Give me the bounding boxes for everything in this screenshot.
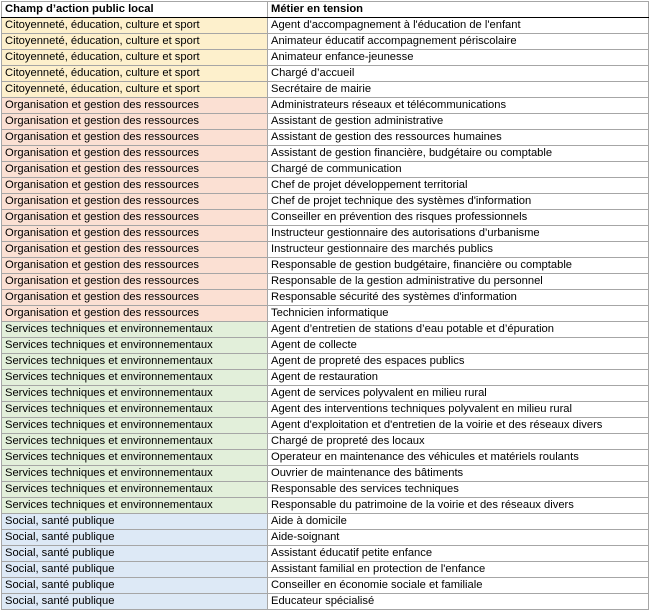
cell-champ[interactable]: Citoyenneté, éducation, culture et sport xyxy=(2,18,268,34)
cell-champ[interactable]: Citoyenneté, éducation, culture et sport xyxy=(2,66,268,82)
header-row xyxy=(2,2,649,18)
table-row xyxy=(2,338,649,354)
cell-metier[interactable]: Technicien informatique xyxy=(268,306,649,322)
cell-champ[interactable]: Organisation et gestion des ressources xyxy=(2,290,268,306)
table-row xyxy=(2,194,649,210)
table-row xyxy=(2,66,649,82)
cell-metier[interactable]: Chef de projet développement territorial xyxy=(268,178,649,194)
cell-champ[interactable]: Services techniques et environnementaux xyxy=(2,386,268,402)
cell-metier[interactable]: Aide-soignant xyxy=(268,530,649,546)
cell-metier[interactable]: Agent de collecte xyxy=(268,338,649,354)
table-row xyxy=(2,34,649,50)
cell-champ[interactable]: Services techniques et environnementaux xyxy=(2,402,268,418)
cell-champ[interactable]: Services techniques et environnementaux xyxy=(2,450,268,466)
cell-metier[interactable]: Operateur en maintenance des véhicules et matériels roulants xyxy=(268,450,649,466)
table-row xyxy=(2,530,649,546)
cell-metier[interactable]: Responsable des services techniques xyxy=(268,482,649,498)
table-row xyxy=(2,306,649,322)
table-row xyxy=(2,114,649,130)
cell-champ[interactable]: Services techniques et environnementaux xyxy=(2,498,268,514)
table-row xyxy=(2,562,649,578)
table-row xyxy=(2,466,649,482)
table-row xyxy=(2,130,649,146)
cell-champ[interactable]: Social, santé publique xyxy=(2,562,268,578)
cell-champ[interactable]: Social, santé publique xyxy=(2,514,268,530)
table-row xyxy=(2,402,649,418)
table-row xyxy=(2,594,649,610)
table-row xyxy=(2,578,649,594)
table-row xyxy=(2,322,649,338)
cell-champ[interactable]: Organisation et gestion des ressources xyxy=(2,98,268,114)
cell-metier[interactable]: Responsable du patrimoine de la voirie et des réseaux divers xyxy=(268,498,649,514)
cell-champ[interactable]: Social, santé publique xyxy=(2,578,268,594)
cell-champ[interactable]: Services techniques et environnementaux xyxy=(2,338,268,354)
cell-metier[interactable]: Assistant de gestion financière, budgétaire ou comptable xyxy=(268,146,649,162)
table-row xyxy=(2,242,649,258)
cell-champ[interactable]: Social, santé publique xyxy=(2,546,268,562)
table-row xyxy=(2,418,649,434)
table-row xyxy=(2,354,649,370)
cell-champ[interactable]: Organisation et gestion des ressources xyxy=(2,178,268,194)
cell-champ[interactable]: Services techniques et environnementaux xyxy=(2,466,268,482)
cell-metier[interactable]: Ouvrier de maintenance des bâtiments xyxy=(268,466,649,482)
cell-metier[interactable]: Instructeur gestionnaire des autorisations d’urbanisme xyxy=(268,226,649,242)
table-row xyxy=(2,162,649,178)
cell-metier[interactable]: Responsable de la gestion administrative du personnel xyxy=(268,274,649,290)
cell-metier[interactable]: Chef de projet technique des systèmes d'information xyxy=(268,194,649,210)
table-row xyxy=(2,450,649,466)
cell-metier[interactable]: Administrateurs réseaux et télécommunications xyxy=(268,98,649,114)
table-row xyxy=(2,370,649,386)
cell-metier[interactable]: Agent de propreté des espaces publics xyxy=(268,354,649,370)
table-row xyxy=(2,482,649,498)
cell-champ[interactable]: Organisation et gestion des ressources xyxy=(2,194,268,210)
table-row xyxy=(2,98,649,114)
table-row xyxy=(2,274,649,290)
cell-metier[interactable]: Animateur enfance-jeunesse xyxy=(268,50,649,66)
cell-champ[interactable]: Organisation et gestion des ressources xyxy=(2,242,268,258)
cell-metier[interactable]: Educateur spécialisé xyxy=(268,594,649,610)
header-metier[interactable]: Métier en tension xyxy=(268,2,649,18)
header-champ[interactable]: Champ d’action public local xyxy=(2,2,268,18)
table-row xyxy=(2,210,649,226)
table-row xyxy=(2,514,649,530)
cell-champ[interactable]: Services techniques et environnementaux xyxy=(2,322,268,338)
metiers-table xyxy=(1,1,649,610)
cell-metier[interactable]: Animateur éducatif accompagnement périscolaire xyxy=(268,34,649,50)
table-row xyxy=(2,498,649,514)
table-row xyxy=(2,82,649,98)
table-row xyxy=(2,386,649,402)
cell-metier[interactable]: Assistant familial en protection de l'enfance xyxy=(268,562,649,578)
table-row xyxy=(2,290,649,306)
cell-champ[interactable]: Organisation et gestion des ressources xyxy=(2,274,268,290)
cell-metier[interactable]: Agent de restauration xyxy=(268,370,649,386)
cell-metier[interactable]: Secrétaire de mairie xyxy=(268,82,649,98)
table-row xyxy=(2,178,649,194)
cell-champ[interactable]: Services techniques et environnementaux xyxy=(2,434,268,450)
cell-metier[interactable]: Agent d'accompagnement à l'éducation de l'enfant xyxy=(268,18,649,34)
table-row xyxy=(2,434,649,450)
cell-metier[interactable]: Chargé de propreté des locaux xyxy=(268,434,649,450)
cell-champ[interactable]: Citoyenneté, éducation, culture et sport xyxy=(2,82,268,98)
cell-champ[interactable]: Social, santé publique xyxy=(2,530,268,546)
cell-champ[interactable]: Organisation et gestion des ressources xyxy=(2,306,268,322)
cell-champ[interactable]: Services techniques et environnementaux xyxy=(2,370,268,386)
cell-champ[interactable]: Social, santé publique xyxy=(2,594,268,610)
cell-metier[interactable]: Agent de services polyvalent en milieu rural xyxy=(268,386,649,402)
cell-champ[interactable]: Organisation et gestion des ressources xyxy=(2,210,268,226)
table-row xyxy=(2,146,649,162)
table-row xyxy=(2,18,649,34)
cell-champ[interactable]: Services techniques et environnementaux xyxy=(2,354,268,370)
cell-metier[interactable]: Chargé de communication xyxy=(268,162,649,178)
cell-champ[interactable]: Organisation et gestion des ressources xyxy=(2,162,268,178)
cell-metier[interactable]: Assistant éducatif petite enfance xyxy=(268,546,649,562)
cell-metier[interactable]: Aide à domicile xyxy=(268,514,649,530)
table-row xyxy=(2,50,649,66)
cell-metier[interactable]: Conseiller en économie sociale et familiale xyxy=(268,578,649,594)
cell-metier[interactable]: Conseiller en prévention des risques professionnels xyxy=(268,210,649,226)
table-row xyxy=(2,226,649,242)
cell-champ[interactable]: Organisation et gestion des ressources xyxy=(2,226,268,242)
cell-metier[interactable]: Agent des interventions techniques polyvalent en milieu rural xyxy=(268,402,649,418)
table-body xyxy=(2,18,649,610)
cell-metier[interactable]: Responsable de gestion budgétaire, financière ou comptable xyxy=(268,258,649,274)
table-row xyxy=(2,258,649,274)
cell-champ[interactable]: Citoyenneté, éducation, culture et sport xyxy=(2,50,268,66)
cell-champ[interactable]: Organisation et gestion des ressources xyxy=(2,146,268,162)
cell-champ[interactable]: Services techniques et environnementaux xyxy=(2,418,268,434)
cell-metier[interactable]: Chargé d’accueil xyxy=(268,66,649,82)
cell-champ[interactable]: Organisation et gestion des ressources xyxy=(2,130,268,146)
cell-metier[interactable]: Agent d’entretien de stations d’eau potable et d’épuration xyxy=(268,322,649,338)
cell-metier[interactable]: Assistant de gestion administrative xyxy=(268,114,649,130)
cell-champ[interactable]: Citoyenneté, éducation, culture et sport xyxy=(2,34,268,50)
cell-champ[interactable]: Organisation et gestion des ressources xyxy=(2,114,268,130)
cell-champ[interactable]: Organisation et gestion des ressources xyxy=(2,258,268,274)
cell-metier[interactable]: Agent d'exploitation et d'entretien de la voirie et des réseaux divers xyxy=(268,418,649,434)
table-row xyxy=(2,546,649,562)
cell-metier[interactable]: Instructeur gestionnaire des marchés publics xyxy=(268,242,649,258)
cell-metier[interactable]: Assistant de gestion des ressources humaines xyxy=(268,130,649,146)
cell-metier[interactable]: Responsable sécurité des systèmes d'information xyxy=(268,290,649,306)
cell-champ[interactable]: Services techniques et environnementaux xyxy=(2,482,268,498)
